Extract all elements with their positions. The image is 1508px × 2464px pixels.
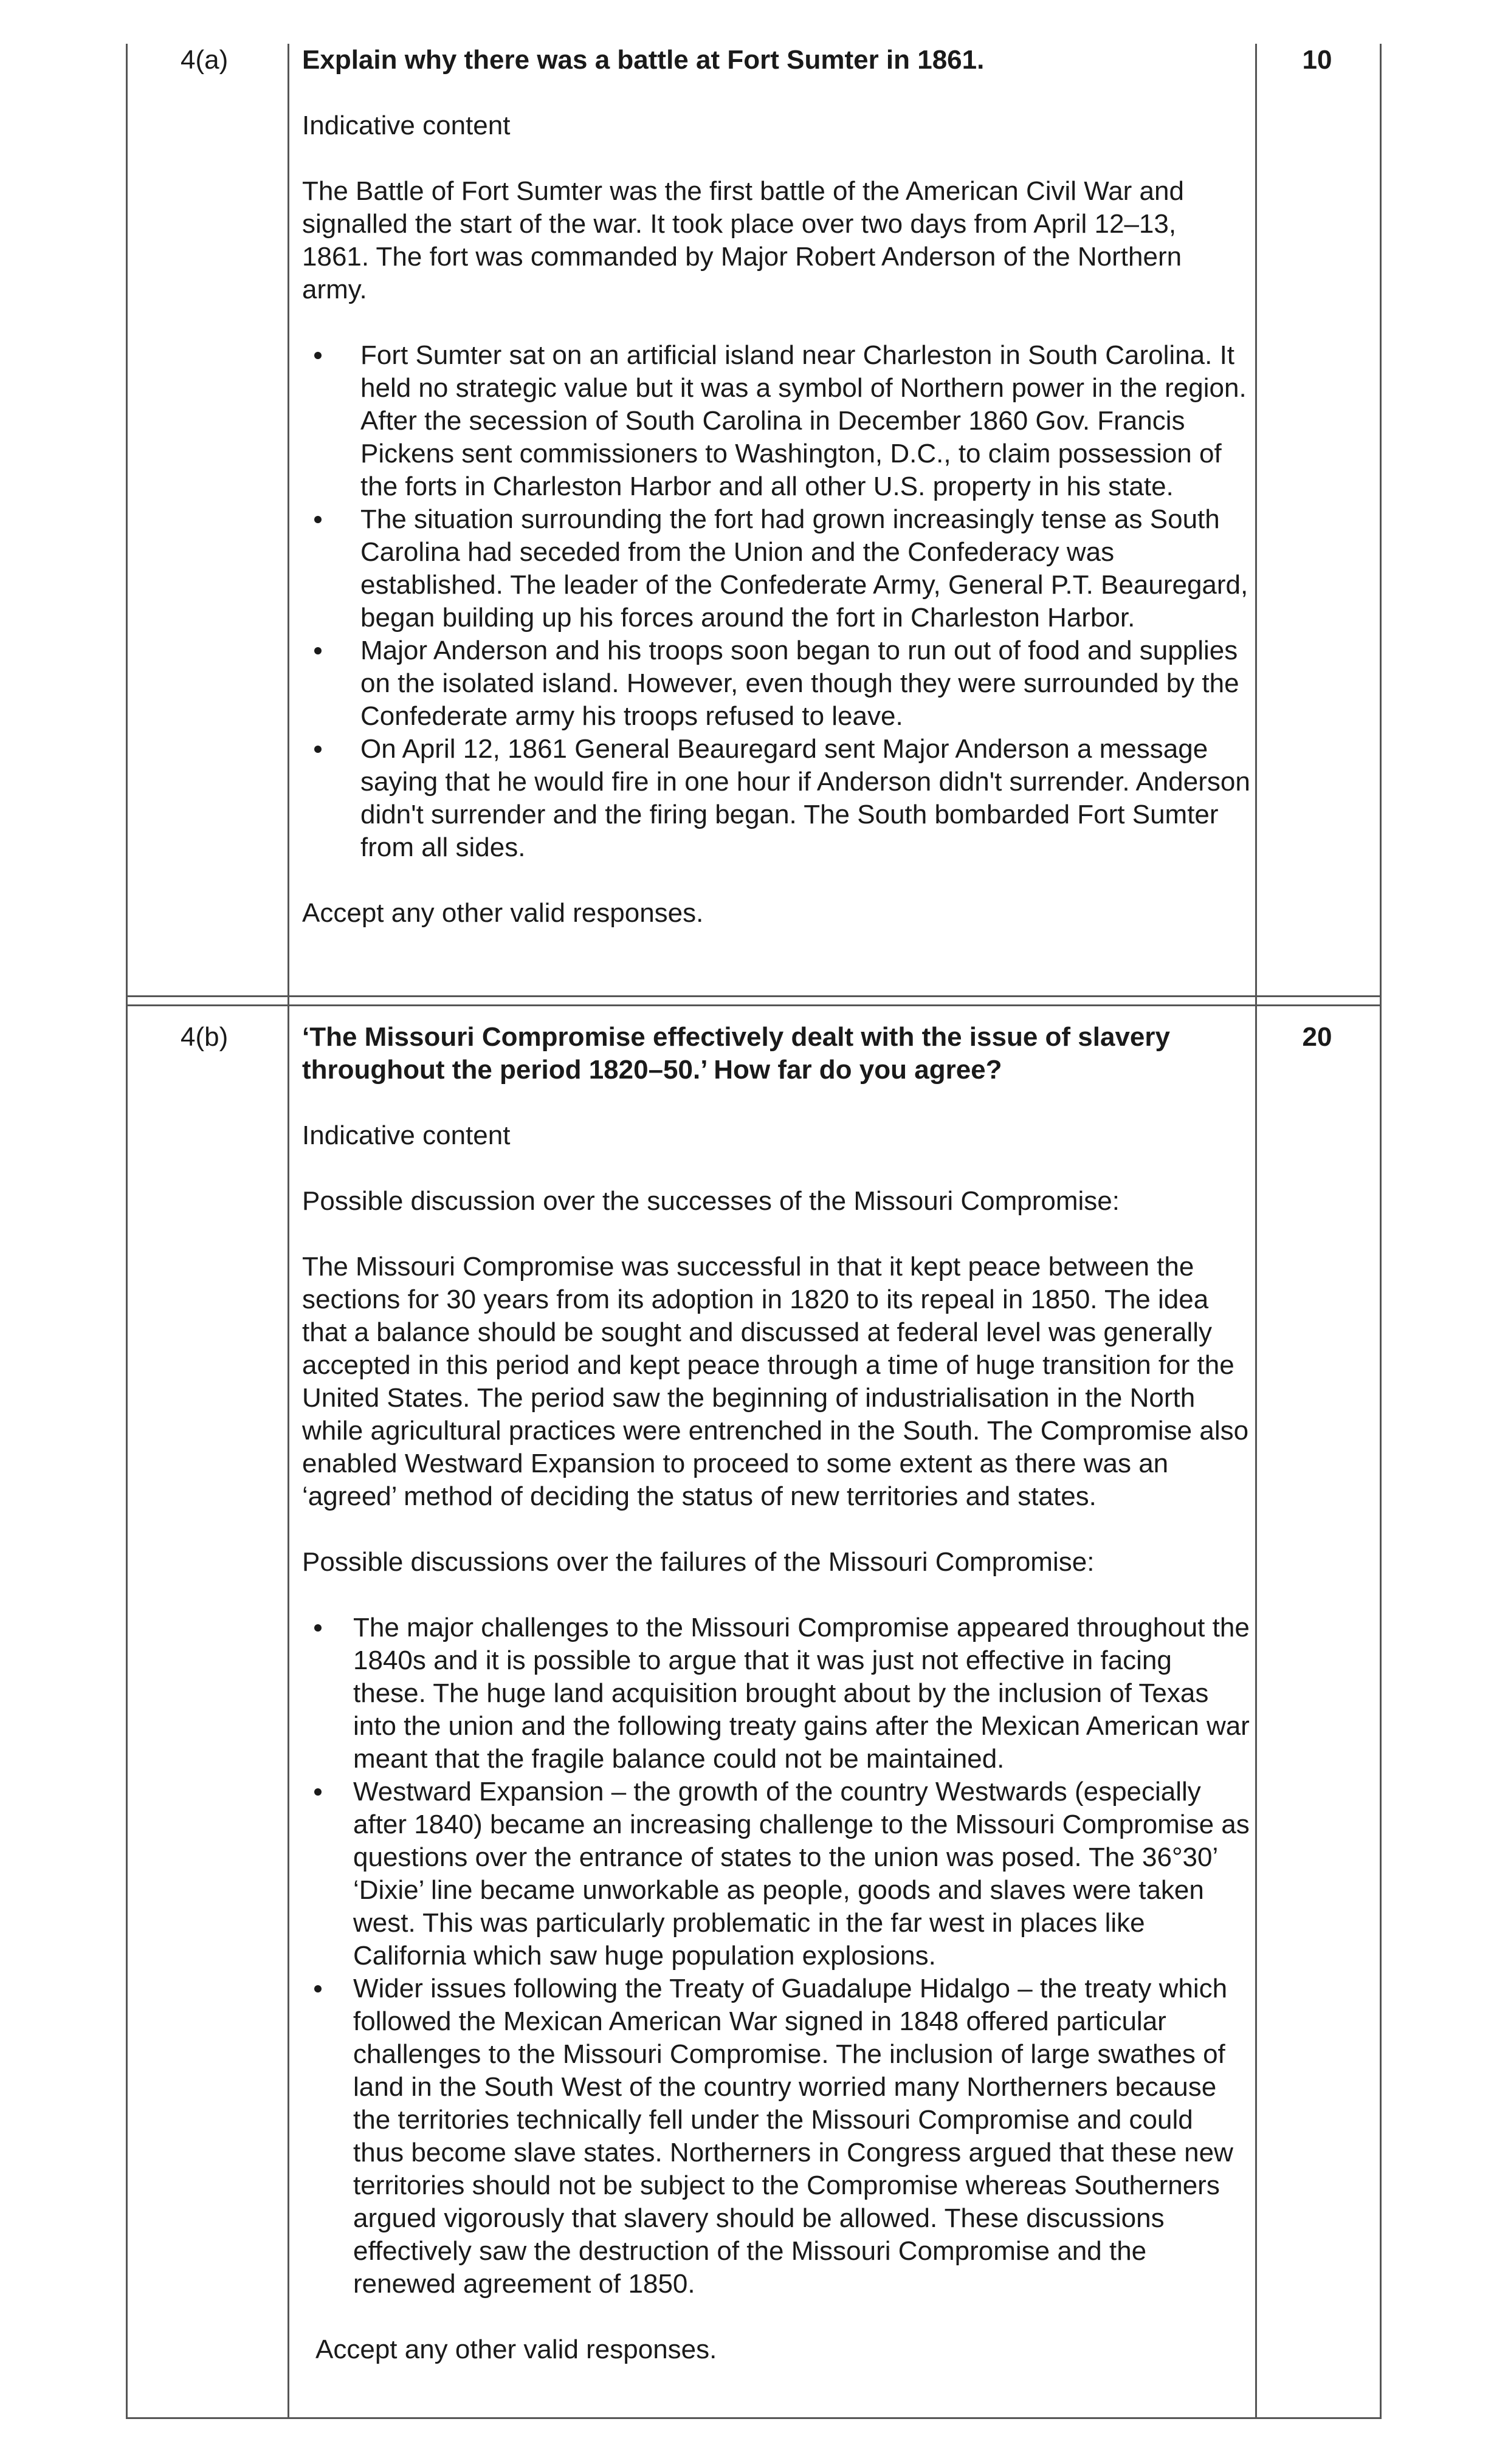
question-4a-content (302, 44, 1250, 930)
closing-note-4a: Accept any other valid responses. (302, 898, 704, 928)
question-number-4b: 4(b) (181, 1022, 229, 1052)
list-item: Wider issues following the Treaty of Guadalupe Hidalgo – the treaty which followed the Mexican American War signed in 1848 offered particular challenges to the Missouri Compromise. The inclusion of large swathes of land in the South West of the country worried many Northerners because the territories technically fell under the Missouri Compromise and could thus become slave states. Northerners in Congress argued that these new territories should not be subject to the Compromise whereas Southerners argued vigorously that slavery should be allowed. These discussions effectively saw the destruction of the Missouri Compromise and the renewed agreement of 1850. (302, 1972, 1250, 2301)
indicative-label-4b: Indicative content (302, 1120, 511, 1150)
list-item: Fort Sumter sat on an artificial island near Charleston in South Carolina. It held no strategic value but it was a symbol of Northern power in the region. After the secession of South Carolina in December 1860 Gov. Francis Pickens sent commissioners to Washington, D.C., to claim possession of the forts in Charleston Harbor and all other U.S. property in his state. (302, 339, 1250, 503)
list-item: On April 12, 1861 General Beauregard sent Major Anderson a message saying that he would fire in one hour if Anderson didn't surrender. Anderson didn't surrender and the firing began. The South bombarded Fort Sumter from all sides. (302, 733, 1250, 864)
bullet-icon (314, 1985, 322, 1992)
table-border-left (126, 44, 128, 2418)
row-divider-bottom (126, 1004, 1382, 1006)
bullet-icon (314, 1788, 322, 1796)
bullet-icon (314, 516, 322, 523)
row-divider-top (126, 995, 1382, 997)
question-4b-title: ‘The Missouri Compromise effectively dealt with the issue of slavery throughout the period 1820–50.’ How far do you agree? (302, 1022, 1170, 1085)
table-border-bottom (126, 2417, 1382, 2419)
marks-4a: 10 (1302, 45, 1332, 75)
list-item: Major Anderson and his troops soon began to run out of food and supplies on the isolated island. However, even though they were surrounded by the Confederate army his troops refused to leave. (302, 634, 1250, 733)
bullet-list-4b (302, 1611, 1250, 2301)
bullet-list-4a (302, 339, 1250, 864)
indicative-label-4a: Indicative content (302, 111, 511, 140)
closing-note-4b: Accept any other valid responses. (315, 2335, 717, 2364)
column-divider-2 (1255, 44, 1257, 2418)
list-item: Westward Expansion – the growth of the country Westwards (especially after 1840) became an increasing challenge to the Missouri Compromise as questions over the entrance of states to the union was posed. The 36°30’ ‘Dixie’ line became unworkable as people, goods and slaves were taken west. This was particularly problematic in the far west in places like California which saw huge population explosions. (302, 1776, 1250, 1972)
table-border-right (1380, 44, 1382, 2418)
list-item: The major challenges to the Missouri Compromise appeared throughout the 1840s and it is possible to argue that it was just not effective in facing these. The huge land acquisition brought about by the inclusion of Texas into the union and the following treaty gains after the Mexican American war meant that the fragile balance could not be maintained. (302, 1611, 1250, 1776)
question-4a-title: Explain why there was a battle at Fort Sumter in 1861. (302, 45, 985, 75)
bullet-icon (314, 352, 322, 359)
list-item: The situation surrounding the fort had grown increasingly tense as South Carolina had seceded from the Union and the Confederacy was established. The leader of the Confederate Army, General P.T. Beauregard, began building up his forces around the fort in Charleston Harbor. (302, 503, 1250, 634)
bullet-icon (314, 746, 322, 753)
successes-heading: Possible discussion over the successes of the Missouri Compromise: (302, 1186, 1120, 1216)
question-number-4a: 4(a) (181, 45, 229, 75)
failures-heading: Possible discussions over the failures of the Missouri Compromise: (302, 1547, 1095, 1577)
intro-paragraph-4a: The Battle of Fort Sumter was the first battle of the American Civil War and signalled the start of the war. It took place over two days from April 12–13, 1861. The fort was commanded by Major Robert Anderson of the Northern army. (302, 176, 1184, 304)
bullet-icon (314, 1624, 322, 1632)
successes-paragraph: The Missouri Compromise was successful in that it kept peace between the sections for 30 years from its adoption in 1820 to its repeal in 1850. The idea that a balance should be sought and discussed at federal level was generally accepted in this period and kept peace through a time of huge transition for the United States. The period saw the beginning of industrialisation in the North while agricultural practices were entrenched in the South. The Compromise also enabled Westward Expansion to proceed to some extent as there was an ‘agreed’ method of deciding the status of new territories and states. (302, 1252, 1249, 1511)
bullet-icon (314, 647, 322, 654)
column-divider-1 (287, 44, 289, 2418)
marks-4b: 20 (1302, 1022, 1332, 1052)
question-4b-content (302, 1021, 1250, 2366)
